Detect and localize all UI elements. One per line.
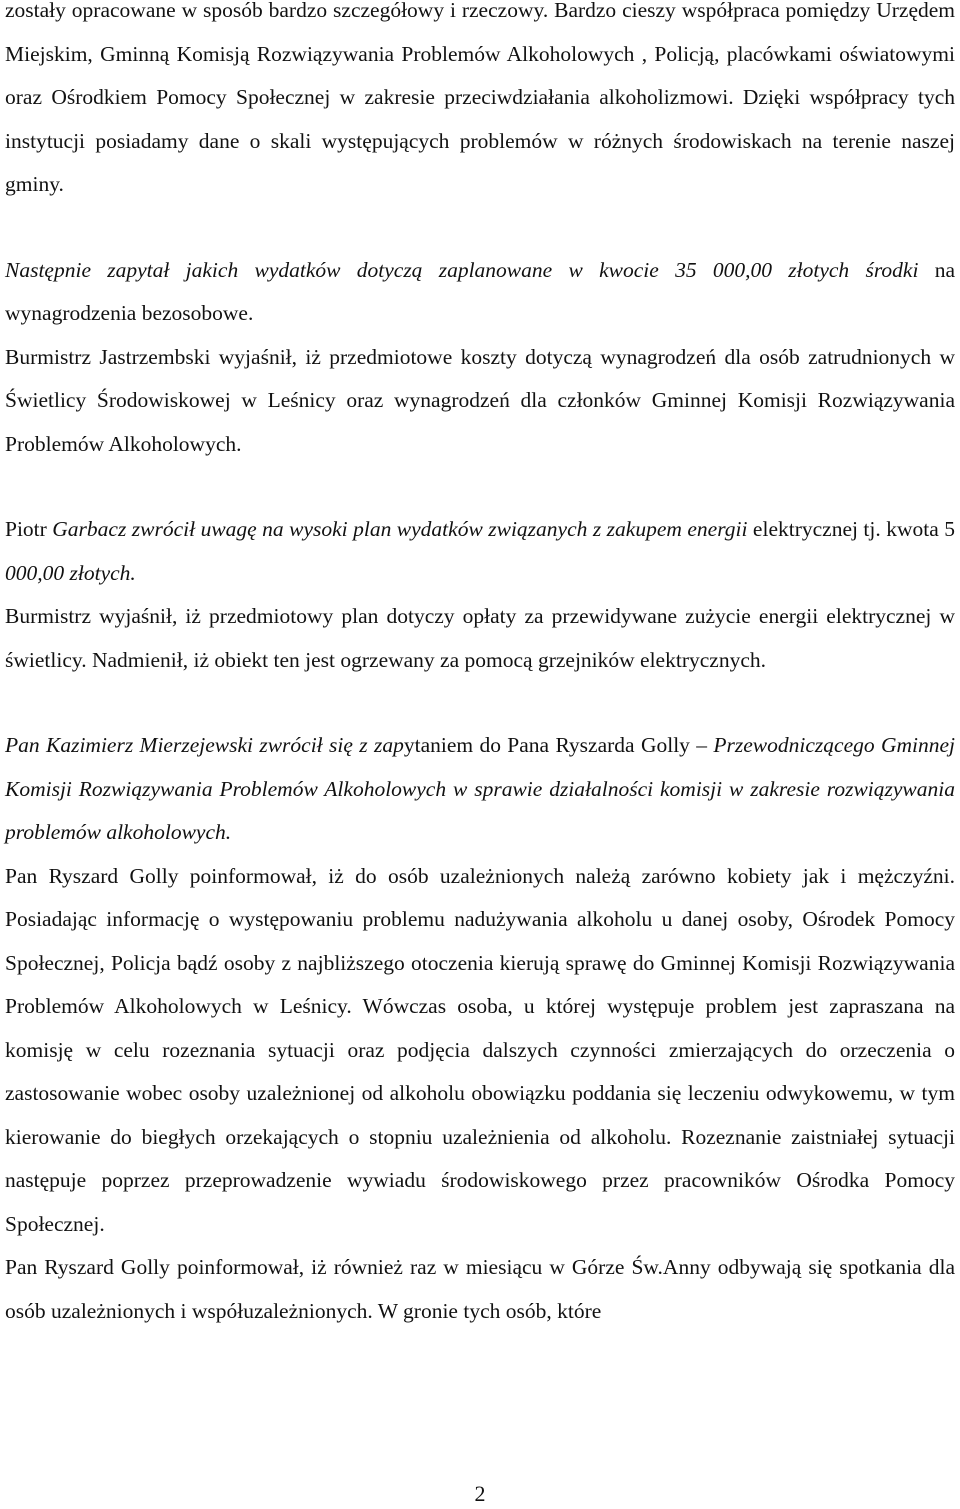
paragraph-question-energy (5, 508, 955, 595)
question-commission-italic-1: Pan Kazimierz Mierzejewski zwrócił się z zap (5, 733, 404, 757)
page-number: 2 (474, 1481, 486, 1506)
question-energy-italic-2: 000,00 złotych. (5, 560, 136, 585)
question-commission-italic-2: Przewodniczącego Gminnej Komisji Rozwiązywania Problemów Alkoholowych w sprawie działalności komisji w zakresie rozwiązywania problemów alkoholowych. (5, 733, 956, 844)
paragraph-question-wages (5, 249, 955, 336)
document-page (5, 0, 955, 1333)
paragraph-golly-answer: Pan Ryszard Golly poinformował, iż do osób uzależnionych należą zarówno kobiety jak i mężczyźni. Posiadając informację o występowaniu problemu nadużywania alkoholu u danej osoby, Ośrodek Pomocy Społecznej, Policja bądź osoby z najbliższego otoczenia kierują sprawę do Gminnej Komisji Rozwiązywania Problemów Alkoholowych w Leśnicy. Wówczas osoba, u której występuje problem jest zapraszana na komisję w celu rozeznania sytuacji oraz podjęcia dalszych czynności zmierzających do orzeczenia o zastosowanie wobec osoby uzależnionej od alkoholu obowiązku poddania się leczeniu odwykowemu, w tym kierowanie do biegłych orzekających o stopniu uzależnienia od alkoholu. Rozeznanie zaistniałej sytuacji następuje poprzez przeprowadzenie wywiadu środowiskowego przez pracowników Ośrodka Pomocy Społecznej. (5, 863, 955, 1236)
paragraph-mayor-answer-energy: Burmistrz wyjaśnił, iż przedmiotowy plan dotyczy opłaty za przewidywane zużycie energii elektrycznej w świetlicy. Nadmienił, iż obiekt ten jest ogrzewany za pomocą grzejników elektrycznych. (5, 604, 955, 672)
question-wages-normal: na wynagrodzenia bezosobowe. (5, 257, 955, 325)
paragraph-mayor-answer-wages: Burmistrz Jastrzembski wyjaśnił, iż przedmiotowe koszty dotyczą wynagrodzeń dla osób zatrudnionych w Świetlicy Środowiskowej w Leśnicy oraz wynagrodzeń dla członków Gminnej Komisji Rozwiązywania Problemów Alkoholowych. (5, 344, 955, 456)
paragraph-cooperation: zostały opracowane w sposób bardzo szczegółowy i rzeczowy. Bardzo cieszy współpraca pomiędzy Urzędem Miejskim, Gminną Komisją Rozwiązywania Problemów Alkoholowych , Policją, placówkami oświatowymi oraz Ośrodkiem Pomocy Społecznej w zakresie przeciwdziałania alkoholizmowi. Dzięki współpracy tych instytucji posiadamy dane o skali występujących problemów w różnych środowiskach na terenie naszej gminy. (5, 0, 955, 196)
paragraph-question-commission (5, 724, 955, 855)
paragraph-gap (5, 466, 955, 508)
question-energy-normal-1: Piotr (5, 517, 53, 541)
paragraph-gap (5, 207, 955, 249)
paragraph-gap (5, 682, 955, 724)
question-commission-normal: ytaniem do Pana Ryszarda Golly – (403, 733, 714, 757)
question-wages-italic: Następnie zapytał jakich wydatków dotyczą zaplanowane w kwocie 35 000,00 złotych środki (5, 257, 919, 282)
question-energy-normal-2: elektrycznej tj. kwota 5 (747, 517, 955, 541)
paragraph-golly-meetings: Pan Ryszard Golly poinformował, iż również raz w miesiącu w Górze Św.Anny odbywają się spotkania dla osób uzależnionych i współuzależnionych. W gronie tych osób, które (5, 1255, 955, 1323)
question-energy-italic: Garbacz zwrócił uwagę na wysoki plan wydatków związanych z zakupem energii (52, 517, 748, 541)
